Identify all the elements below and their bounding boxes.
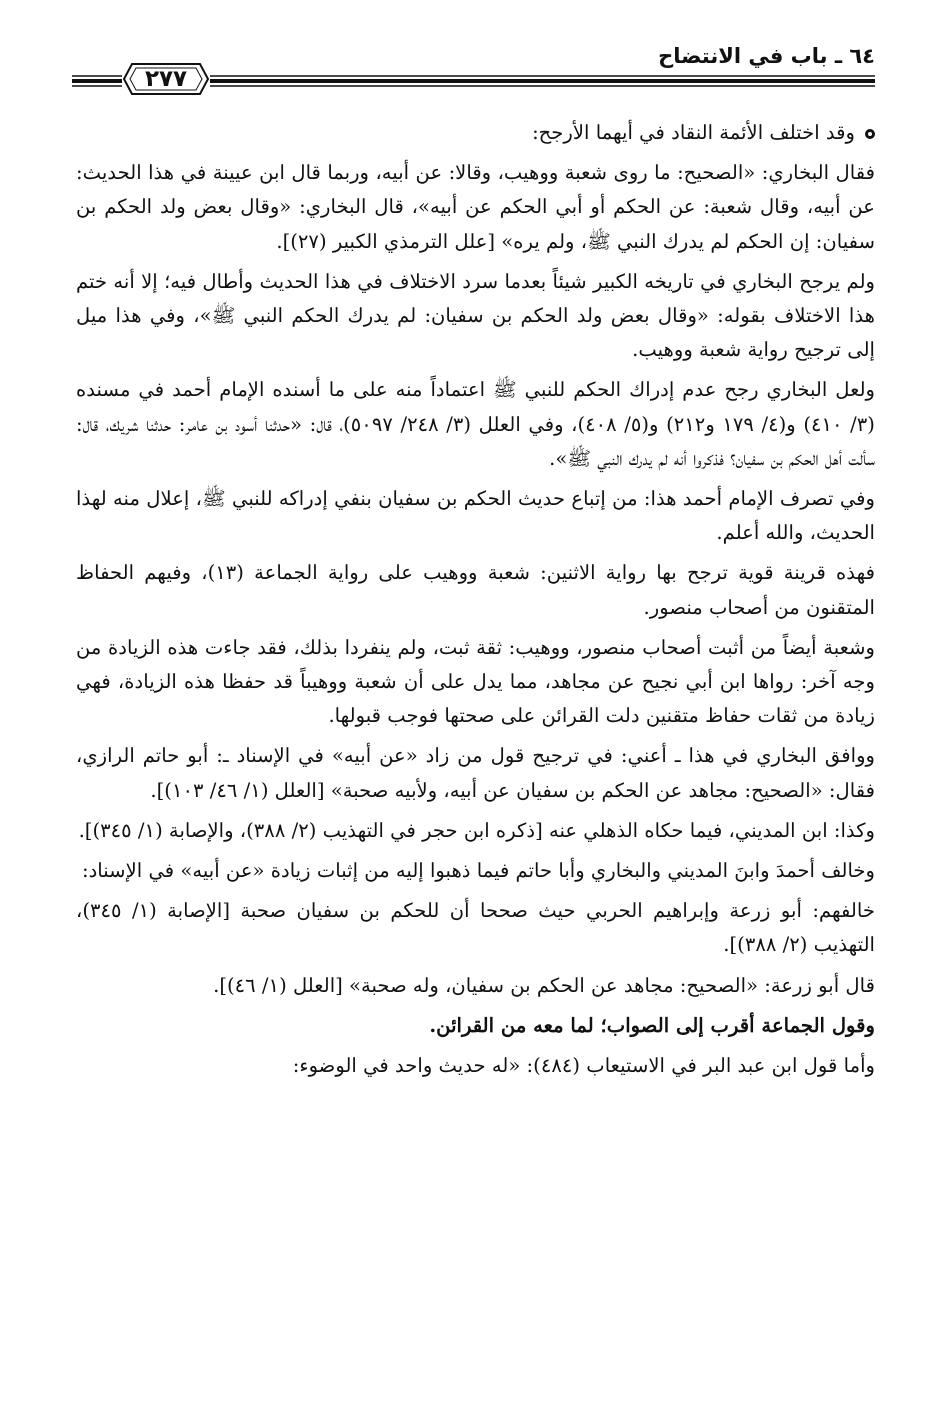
- paragraph: فهذه قرينة قوية ترجح بها رواية الاثنين: شعبة ووهيب على رواية الجماعة (١٣)، وفيهم الحفاظ المتقنون من أصحاب منصور.: [76, 561, 875, 619]
- paragraph: ولعل البخاري رجح عدم إدراك الحكم للنبي ﷺ اعتماداً منه على ما أسنده الإمام أحمد في مسنده (٣/ ٤١٠) و(٤/ ١٧٩ و٢١٢) و(٥/ ٤٠٨)، وفي العلل (٣/ ٢٤٨/ ٥٠٩٧)، قال: «حدثنا أسود بن عامر: حدثنا شريك، قال: سألت أهل الحكم بن سفيان؟ فذكروا أنه لم يدرك النبي ﷺ».: [76, 378, 875, 470]
- page-number: ٢٧٧: [144, 66, 188, 92]
- paragraph: قال أبو زرعة: «الصحيح: مجاهد عن الحكم بن سفيان، وله صحبة» [العلل (١/ ٤٦)].: [213, 973, 875, 997]
- paragraph: وكذا: ابن المديني، فيما حكاه الذهلي عنه [ذكره ابن حجر في التهذيب (٢/ ٣٨٨)، والإصابة (١/ ٣٤٥)].: [78, 818, 875, 842]
- chapter-title: ٦٤ ـ باب في الانتضاح: [658, 44, 875, 68]
- paragraph: [76, 116, 875, 150]
- page-number-badge: [122, 62, 210, 96]
- paragraph: وفي تصرف الإمام أحمد هذا: من إتباع حديث الحكم بن سفيان بنفي إدراكه للنبي ﷺ، إعلال منه لهذا الحديث، والله أعلم.: [76, 487, 875, 545]
- bullet-icon: [865, 129, 875, 139]
- paragraph-text: وقد اختلف الأئمة النقاد في أيهما الأرجح:: [532, 121, 855, 144]
- paragraph: خالفهم: أبو زرعة وإبراهيم الحربي حيث صححا أن للحكم بن سفيان صحبة [الإصابة (١/ ٣٤٥)، التهذيب (٢/ ٣٨٨)].: [76, 899, 875, 957]
- conclusion-paragraph: وقول الجماعة أقرب إلى الصواب؛ لما معه من القرائن.: [429, 1013, 875, 1037]
- paragraph: وخالف أحمدَ وابنَ المديني والبخاري وأبا حاتم فيما ذهبوا إليه من إثبات زيادة «عن أبيه» في الإسناد:: [81, 859, 875, 883]
- paragraph: ووافق البخاري في هذا ـ أعني: في ترجيح قول من زاد «عن أبيه» في الإسناد ـ: أبو حاتم الرازي، فقال: «الصحيح: مجاهد عن الحكم بن سفيان عن أبيه، ولأبيه صحبة» [العلل (١/ ٤٦/ ١٠٣)].: [76, 744, 875, 802]
- paragraph: ولم يرجح البخاري في تاريخه الكبير شيئاً بعدما سرد الاختلاف في هذا الحديث وأطال فيه؛ إلا أنه ختم هذا الاختلاف بقوله: «وقال بعض ولد الحكم بن سفيان: لم يدرك الحكم النبي ﷺ»، وفي هذا ميل إلى ترجيح رواية شعبة ووهيب.: [76, 269, 875, 362]
- paragraph: وأما قول ابن عبد البر في الاستيعاب (٤٨٤): «له حديث واحد في الوضوء:: [292, 1054, 875, 1078]
- paragraph: وشعبة أيضاً من أثبت أصحاب منصور، ووهيب: ثقة ثبت، ولم ينفردا بذلك، فقد جاءت هذه الزيادة من وجه آخر: رواها ابن أبي نجيح عن مجاهد، مما يدل على أن شعبة ووهيباً قد حفظا هذه الزيادة، فهي زيادة من ثقات حفاظ متقنين دلت القرائن على صحتها فوجب قبولها.: [76, 635, 875, 728]
- page-header: [72, 42, 875, 104]
- paragraph: فقال البخاري: «الصحيح: ما روى شعبة ووهيب، وقالا: عن أبيه، وربما قال ابن عيينة في هذا الحديث: عن أبيه، وقال شعبة: عن الحكم أو أبي الحكم عن أبيه»، قال البخاري: «وقال بعض ولد الحكم بن سفيان: إن الحكم لم يدرك النبي ﷺ، ولم يره» [علل الترمذي الكبير (٢٧)].: [76, 161, 875, 253]
- body-text: [76, 116, 875, 1089]
